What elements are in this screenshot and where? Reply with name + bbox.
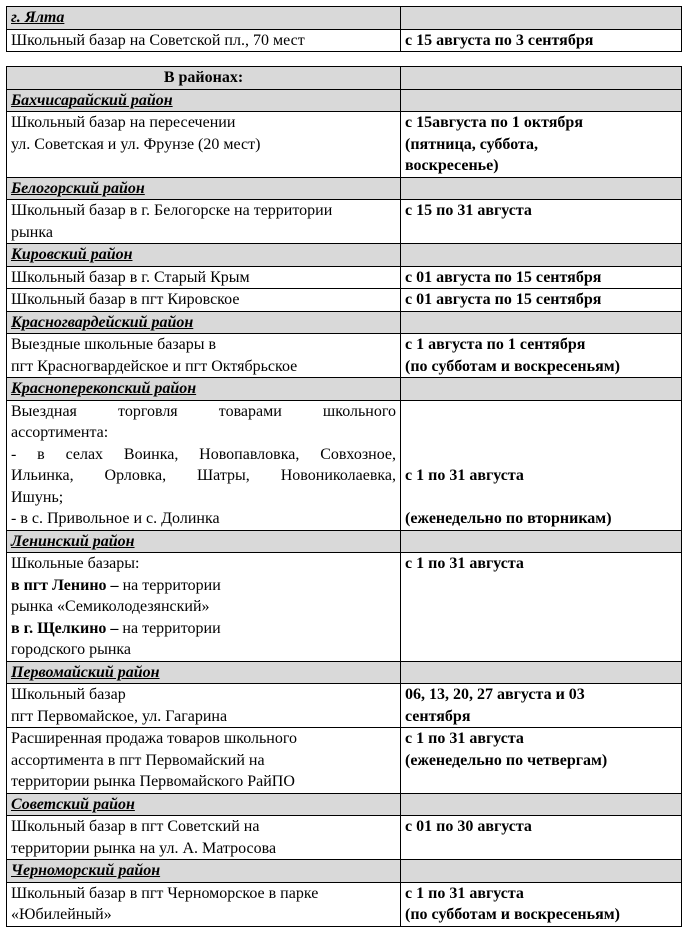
district-header-row (7, 530, 682, 553)
district-header-leninsky: Ленинский район (7, 530, 401, 553)
place-line: рынка «Семиколодезянский» (11, 598, 210, 615)
date-line: (по субботам и воскресеньям) (405, 357, 620, 375)
place-line: Расширенная продажа товаров школьного (11, 730, 298, 747)
table-row (7, 289, 682, 312)
place-cell (7, 816, 401, 860)
date-line: сентября (405, 707, 471, 725)
yalta-table (6, 6, 682, 52)
header-empty-cell (401, 661, 682, 684)
place-cell (7, 684, 401, 728)
district-header-sovetsky: Советский район (7, 793, 401, 816)
date-line: (еженедельно по четвергам) (405, 751, 608, 769)
table-row (7, 266, 682, 289)
place-line: в г. Щелкино – на территории (11, 619, 221, 637)
district-header-bakhchisaray: Бахчисарайский район (7, 89, 401, 112)
table-row (7, 29, 682, 52)
yalta-header-row (7, 7, 682, 30)
date-line: с 1 по 31 августа (405, 884, 524, 902)
district-header-row (7, 378, 682, 401)
district-header-belogorsk: Белогорский район (7, 177, 401, 200)
header-empty-cell (401, 177, 682, 200)
regions-title-row (7, 67, 682, 90)
place-line: рынка (11, 223, 53, 241)
place-line: Ильинка, Орловка, Шатры, Новониколаевка, (11, 467, 396, 484)
district-header-krasnoperekopsky: Красноперекопский район (7, 378, 401, 401)
place-line: Выездные школьные базары в (11, 336, 217, 353)
district-header-row (7, 244, 682, 267)
district-header-krasnogvardeysky: Красногвардейский район (7, 311, 401, 334)
date-line: с 15августа по 1 октября (405, 114, 583, 131)
place-line: ассортимента в пгт Первомайский на (11, 751, 265, 769)
date-cell: с 15 по 31 августа (401, 200, 682, 244)
place-line: Школьный базар (11, 686, 126, 703)
regions-title: В районах: (7, 67, 401, 90)
place-line: пгт Первомайское, ул. Гагарина (11, 707, 228, 725)
date-cell (401, 728, 682, 794)
table-row (7, 553, 682, 662)
place-line: в пгт Ленино – на территории (11, 576, 221, 594)
header-empty-cell (401, 7, 682, 30)
header-empty-cell (401, 89, 682, 112)
place-line: Школьные базары: (11, 555, 140, 572)
district-header-row (7, 793, 682, 816)
table-row (7, 334, 682, 378)
place-name: в г. Щелкино – (11, 619, 119, 637)
place-line: Школьный базар на пересечении (11, 114, 236, 131)
city-header-yalta: г. Ялта (7, 7, 401, 30)
district-header-kirovsky: Кировский район (7, 244, 401, 267)
place-line: Школьный базар в г. Белогорске на территории (11, 202, 333, 219)
table-row (7, 200, 682, 244)
date-line: (по субботам и воскресеньям) (405, 906, 620, 923)
place-cell: Школьный базар на Советской пл., 70 мест (7, 29, 401, 52)
place-cell (7, 882, 401, 926)
header-empty-cell (401, 860, 682, 883)
date-cell (401, 334, 682, 378)
header-empty-cell (401, 793, 682, 816)
header-empty-cell (401, 378, 682, 401)
place-cell (7, 200, 401, 244)
place-line: - в с. Привольное и с. Долинка (11, 510, 220, 527)
table-row (7, 816, 682, 860)
place-cell (7, 112, 401, 178)
date-cell: с 01 августа по 15 сентября (401, 266, 682, 289)
place-line: - в селах Воинка, Новопавловка, Совхозное, (11, 445, 396, 463)
table-row (7, 112, 682, 178)
district-header-row (7, 860, 682, 883)
place-cell (7, 553, 401, 662)
place-line: пгт Красногвардейское и пгт Октябрьское (11, 357, 298, 375)
place-line: ассортимента: (11, 424, 109, 441)
header-empty-cell (401, 67, 682, 90)
table-row (7, 728, 682, 794)
place-line: ул. Советская и ул. Фрунзе (20 мест) (11, 135, 261, 153)
date-line: (пятница, суббота, (405, 135, 539, 153)
district-header-row (7, 89, 682, 112)
place-line: Ишунь; (11, 488, 64, 506)
place-cell: Школьный базар в г. Старый Крым (7, 266, 401, 289)
date-cell: с 01 августа по 15 сентября (401, 289, 682, 312)
table-row (7, 684, 682, 728)
district-header-row (7, 311, 682, 334)
place-name: в пгт Ленино – (11, 576, 119, 594)
date-cell (401, 400, 682, 530)
place-line: территории рынка на ул. А. Матросова (11, 839, 277, 857)
date-line: с 1 августа по 1 сентября (405, 336, 586, 353)
district-header-chernomorsky: Черноморский район (7, 860, 401, 883)
place-cell (7, 400, 401, 530)
place-cell (7, 334, 401, 378)
date-cell (401, 882, 682, 926)
date-cell: с 15 августа по 3 сентября (401, 29, 682, 52)
date-line: (еженедельно по вторникам) (405, 510, 612, 527)
header-empty-cell (401, 244, 682, 267)
header-empty-cell (401, 530, 682, 553)
date-cell (401, 112, 682, 178)
place-line: городского рынка (11, 641, 132, 658)
date-cell (401, 684, 682, 728)
date-line: воскресенье) (405, 157, 499, 174)
place-line: территории рынка Первомайского РайПО (11, 773, 295, 790)
date-line: 06, 13, 20, 27 августа и 03 (405, 686, 585, 703)
district-header-row (7, 177, 682, 200)
header-empty-cell (401, 311, 682, 334)
date-line: с 1 по 31 августа (405, 467, 524, 484)
table-row (7, 882, 682, 926)
district-header-row (7, 661, 682, 684)
district-header-pervomaysky: Первомайский район (7, 661, 401, 684)
place-line: Школьный базар в пгт Советский на (11, 818, 260, 835)
place-line: «Юбилейный» (11, 906, 112, 923)
place-line: Школьный базар в пгт Черноморское в парке (11, 884, 319, 902)
place-cell (7, 728, 401, 794)
place-line: Выездная торговля товарами школьного (11, 402, 396, 420)
date-line: с 1 по 31 августа (405, 730, 524, 747)
date-cell: с 1 по 31 августа (401, 553, 682, 662)
date-cell: с 01 по 30 августа (401, 816, 682, 860)
place-cell: Школьный базар в пгт Кировское (7, 289, 401, 312)
regions-table (6, 66, 682, 927)
table-row (7, 400, 682, 530)
